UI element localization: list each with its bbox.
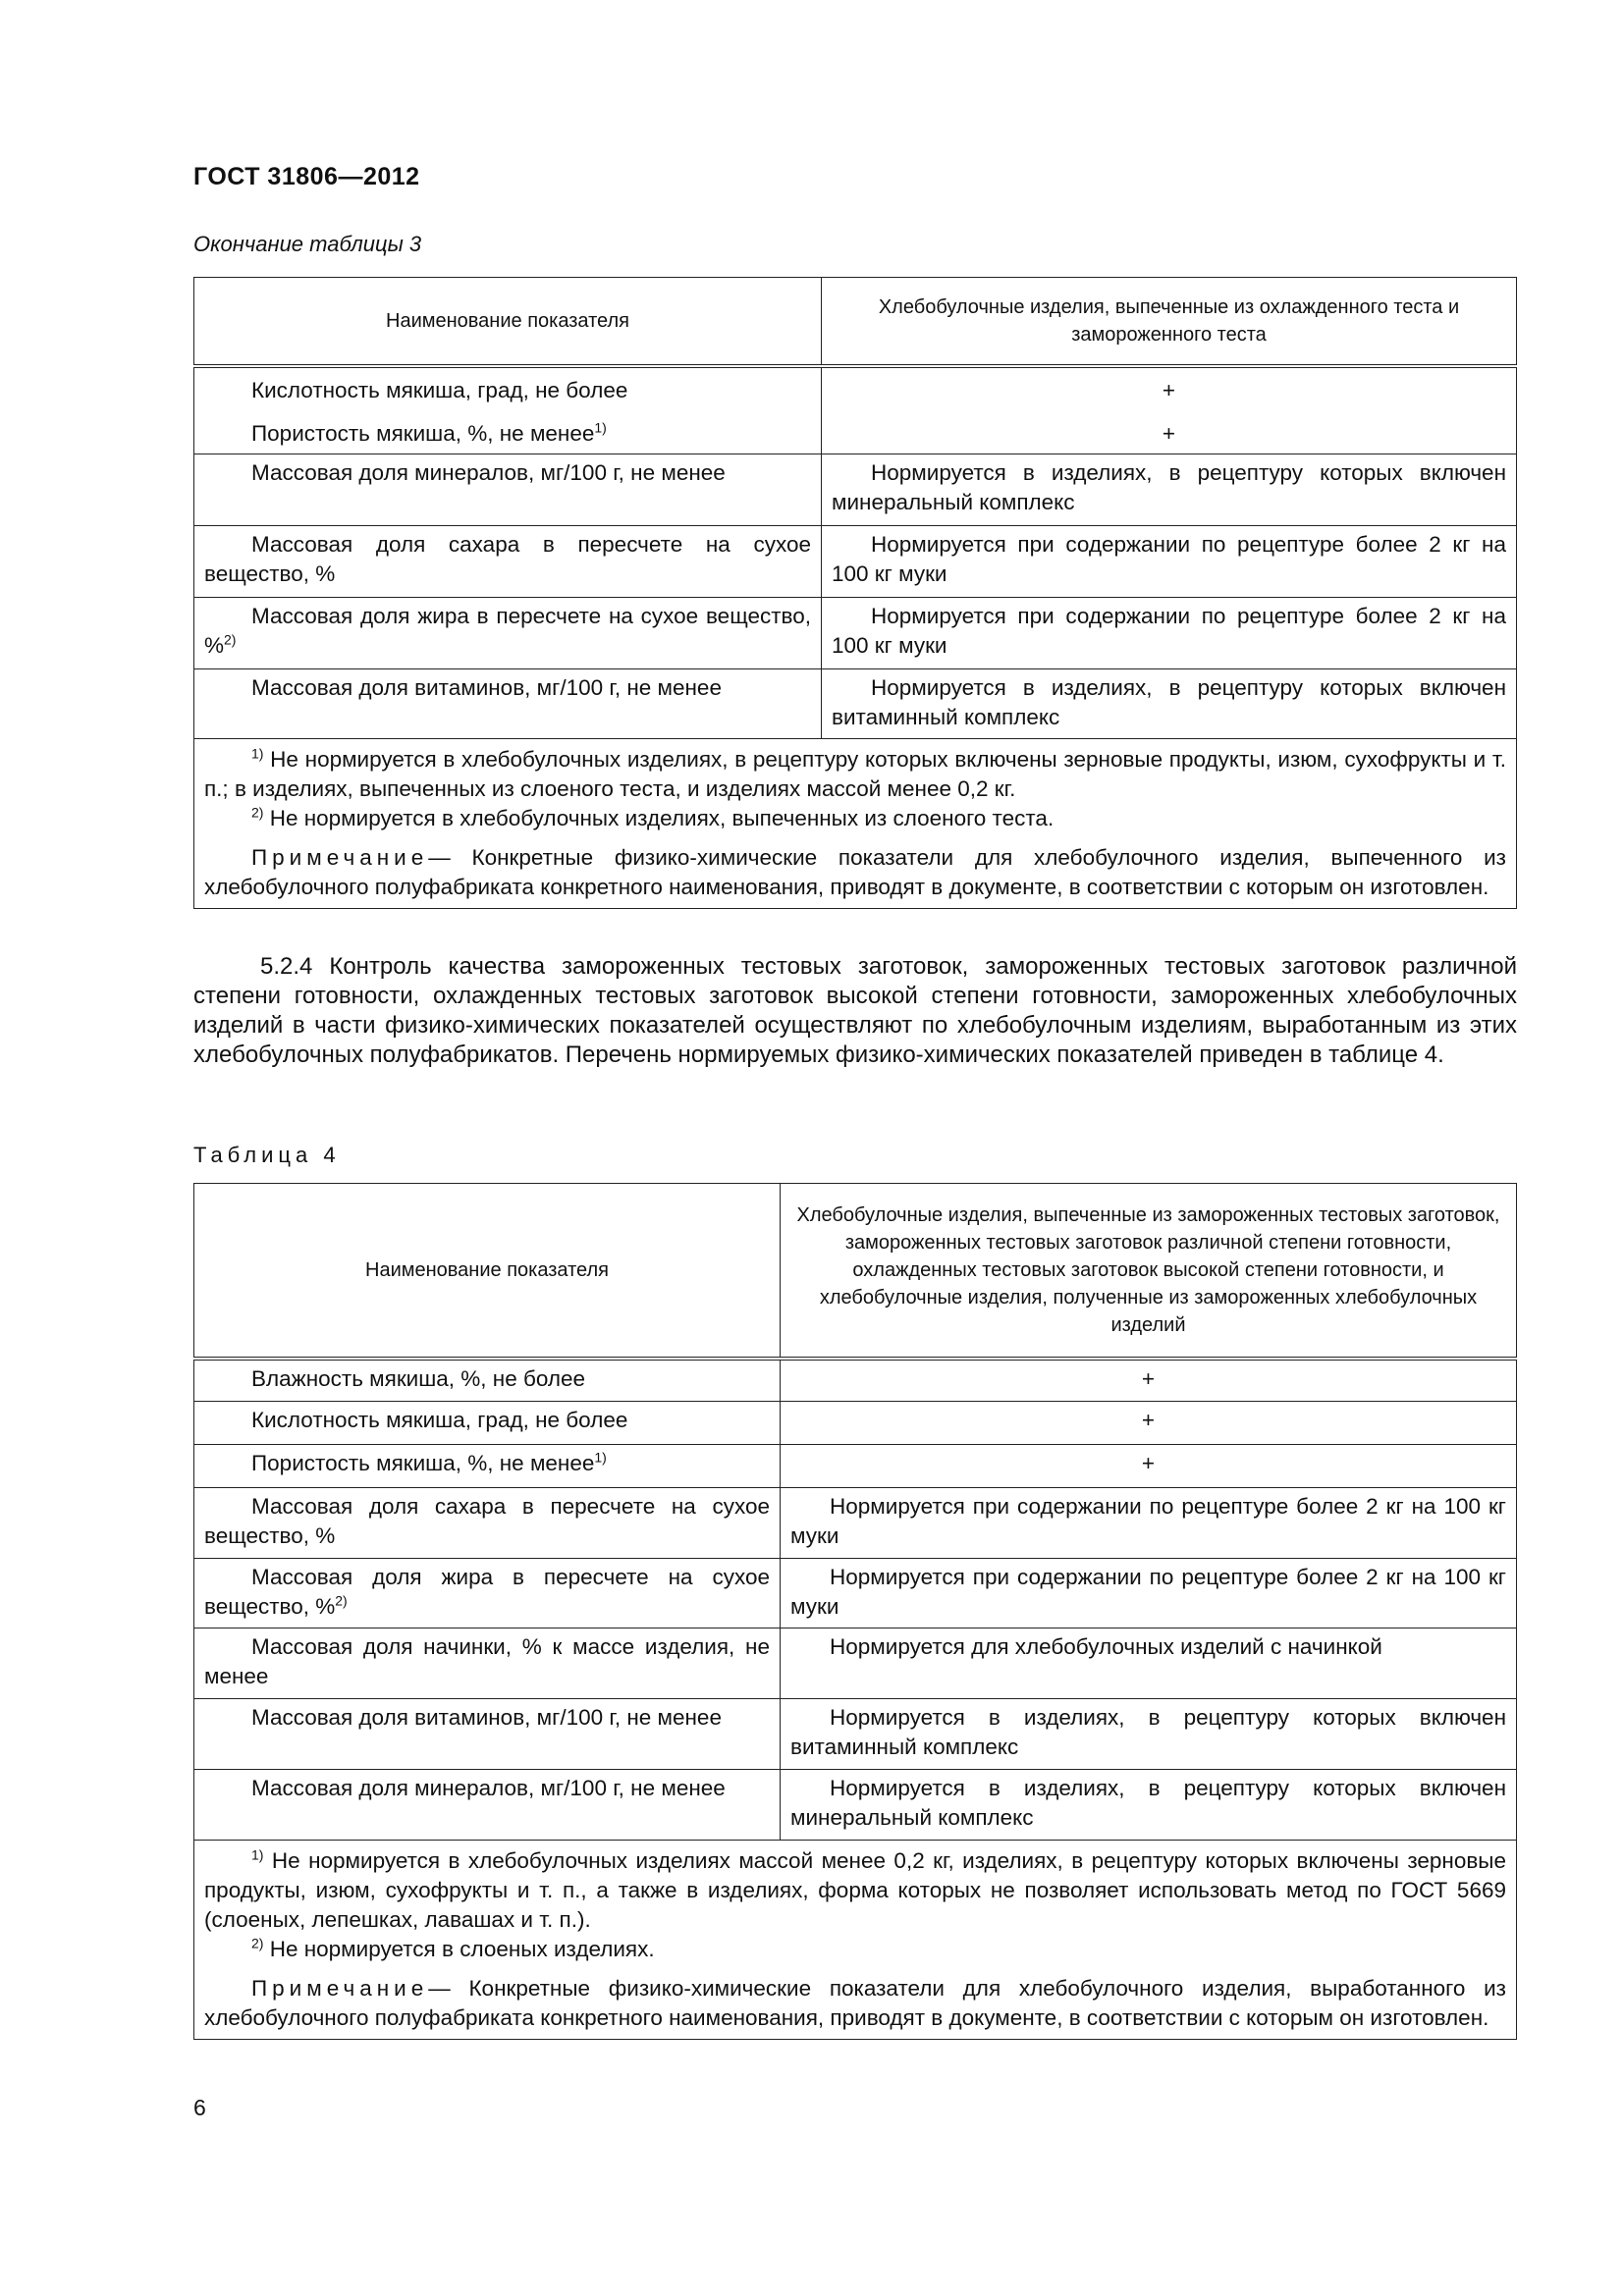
row-value: + <box>1162 420 1176 446</box>
row-name: Массовая доля жира в пересчете на сухое вещество, % <box>204 604 811 658</box>
row-name: Массовая доля витаминов, мг/100 г, не менее <box>194 669 822 739</box>
row-name: Кислотность мякиша, град, не более <box>251 377 628 402</box>
row-name: Кислотность мякиша, град, не более <box>194 1402 781 1445</box>
table-row <box>194 1699 1517 1770</box>
row-value: Нормируется в изделиях, в рецептуру которых включен витаминный комплекс <box>781 1699 1517 1770</box>
table-row <box>194 1445 1517 1488</box>
row-name: Влажность мякиша, %, не более <box>194 1359 781 1402</box>
table-3 <box>193 277 1517 909</box>
footnote: $^{2)}$ Не нормируется в слоеных изделиях. <box>251 1935 655 1961</box>
table-row <box>194 1559 1517 1629</box>
row-value: + <box>1162 377 1176 402</box>
table-row <box>194 1488 1517 1559</box>
footnote-ref: 1) <box>594 419 607 435</box>
table-row <box>194 454 1517 526</box>
table-row <box>194 1629 1517 1699</box>
row-name: Массовая доля начинки, % к массе изделия, не менее <box>194 1629 781 1699</box>
table-row <box>194 669 1517 739</box>
row-value: Нормируется при содержании по рецептуре более 2 кг на 100 кг муки <box>822 598 1517 669</box>
row-name: Массовая доля витаминов, мг/100 г, не менее <box>194 1699 781 1770</box>
note: Примечание— Конкретные физико-химические показатели для хлебобулочного изделия, выпеченного из хлебобулочного полуфабриката конкретного наименования, приводят в документе, в соответствии с которым он изготовлен. <box>204 845 1506 899</box>
table-row <box>194 526 1517 598</box>
row-value: Нормируется при содержании по рецептуре более 2 кг на 100 кг муки <box>781 1488 1517 1559</box>
table3-col1-header: Наименование показателя <box>194 278 822 366</box>
table4-col2-header: Хлебобулочные изделия, выпеченные из замороженных тестовых заготовок, замороженных тестовых заготовок различной степени готовности, охлажденных тестовых заготовок высокой степени готовности, и хлебобулочные изделия, полученные из замороженных хлебобулочных изделий <box>781 1184 1517 1359</box>
table3-caption: Окончание таблицы 3 <box>193 232 422 256</box>
row-name: Массовая доля сахара в пересчете на сухое вещество, % <box>194 1488 781 1559</box>
row-value: Нормируется в изделиях, в рецептуру которых включен витаминный комплекс <box>822 669 1517 739</box>
row-name: Пористость мякиша, %, не менее <box>251 420 595 446</box>
footnote-ref: 2) <box>224 631 237 648</box>
document-header: ГОСТ 31806—2012 <box>193 163 420 190</box>
table-row <box>194 1402 1517 1445</box>
note: Примечание— Конкретные физико-химические показатели для хлебобулочного изделия, выработанного из хлебобулочного полуфабриката конкретного наименования, приводят в документе, в соответствии с которым он изготовлен. <box>204 1976 1506 2030</box>
table-row <box>194 1359 1517 1402</box>
row-name: Пористость мякиша, %, не менее <box>251 1451 595 1475</box>
row-value: Нормируется для хлебобулочных изделий с начинкой <box>781 1629 1517 1699</box>
row-name: Массовая доля минералов, мг/100 г, не менее <box>194 1770 781 1841</box>
table-row <box>194 366 1517 454</box>
row-value: + <box>781 1402 1517 1445</box>
row-value: + <box>781 1359 1517 1402</box>
row-name: Массовая доля минералов, мг/100 г, не менее <box>194 454 822 526</box>
row-name: Массовая доля сахара в пересчете на сухое вещество, % <box>194 526 822 598</box>
table-4 <box>193 1183 1517 2040</box>
row-value: Нормируется при содержании по рецептуре более 2 кг на 100 кг муки <box>781 1559 1517 1629</box>
row-value: Нормируется в изделиях, в рецептуру которых включен минеральный комплекс <box>781 1770 1517 1841</box>
footnotes-row <box>194 739 1517 909</box>
table-row <box>194 598 1517 669</box>
footnotes-row <box>194 1841 1517 2040</box>
row-value: + <box>781 1445 1517 1488</box>
table3-col2-header: Хлебобулочные изделия, выпеченные из охлажденного теста и замороженного теста <box>822 278 1517 366</box>
table4-col1-header: Наименование показателя <box>194 1184 781 1359</box>
paragraph-5-2-4: 5.2.4 Контроль качества замороженных тестовых заготовок, замороженных тестовых заготовок различной степени готовности, охлажденных тестовых заготовок высокой степени готовности, замороженных хлебобулочных изделий в части физико-химических показателей осуществляют по хлебобулочным изделиям, выработанным из этих хлебобулочных полуфабрикатов. Перечень нормируемых физико-химических показателей приведен в таблице 4. <box>193 953 1517 1068</box>
row-value: Нормируется в изделиях, в рецептуру которых включен минеральный комплекс <box>822 454 1517 526</box>
table-row <box>194 1770 1517 1841</box>
row-value: Нормируется при содержании по рецептуре более 2 кг на 100 кг муки <box>822 526 1517 598</box>
footnote-ref: 1) <box>594 1449 607 1466</box>
table4-caption: Таблица 4 <box>193 1143 341 1167</box>
page-number: 6 <box>193 2095 206 2120</box>
footnote: $^{1)}$ Не нормируется в хлебобулочных изделиях, в рецептуру которых включены зерновые продукты, изюм, сухофрукты и т. п.; в изделиях, выпеченных из слоеного теста, и изделиях массой менее 0,2 кг. <box>204 745 1506 801</box>
footnote: $^{2)}$ Не нормируется в хлебобулочных изделиях, выпеченных из слоеного теста. <box>251 804 1055 830</box>
footnote-ref: 2) <box>335 1592 348 1609</box>
footnote: $^{1)}$ Не нормируется в хлебобулочных изделиях массой менее 0,2 кг, изделиях, в рецептуру которых включены зерновые продукты, изюм, сухофрукты и т. п., а также в изделиях, форма которых не позволяет использовать метод по ГОСТ 5669 (слоеных, лепешках, лавашах и т. п.). <box>204 1846 1506 1932</box>
row-name: Массовая доля жира в пересчете на сухое вещество, % <box>204 1565 770 1619</box>
